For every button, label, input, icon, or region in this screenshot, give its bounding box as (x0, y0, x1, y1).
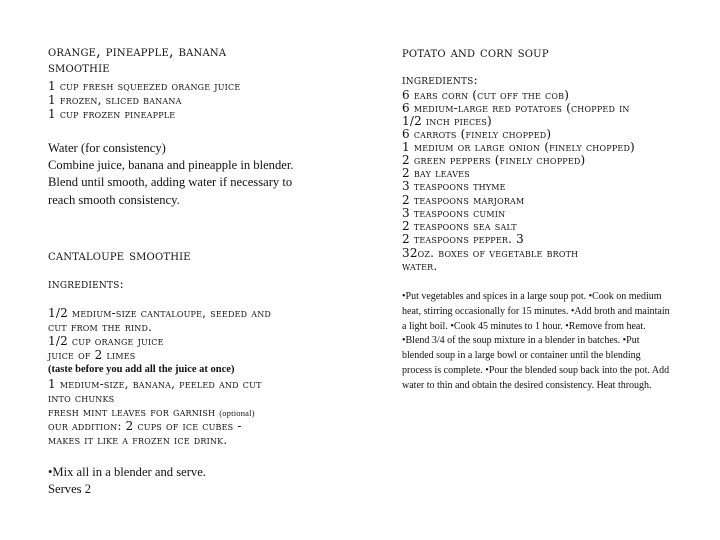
smoothie2-serves: Serves 2 (48, 482, 92, 496)
soup-ingredient: 6 carrots (finely chopped) (402, 127, 552, 141)
soup-ingredient: 2 bay leaves (402, 166, 470, 180)
soup-ingredient: water. (402, 259, 438, 273)
soup-ingredient: 3 teaspoons thyme (402, 179, 506, 193)
smoothie2-garnish (48, 406, 255, 419)
smoothie1-title-line2: smoothie (48, 60, 110, 76)
soup-ingredient: 6 medium-large red potatoes (chopped in (402, 101, 630, 115)
soup-ingredient: 6 ears corn (cut off the cob) (402, 88, 570, 102)
soup-ingredient: 1/2 inch pieces) (402, 114, 492, 128)
smoothie2-garnish-text: fresh mint leaves for garnish (48, 405, 216, 419)
smoothie1-ingredient: 1 frozen, sliced banana (48, 93, 182, 107)
soup-ingredients-label: ingredients: (402, 72, 478, 87)
soup-ingredient: 32oz. boxes of vegetable broth (402, 246, 579, 260)
smoothie2-ingredients-label: ingredients: (48, 276, 124, 291)
smoothie2-line: into chunks (48, 391, 115, 405)
smoothie2-note: (taste before you add all the juice at once) (48, 364, 235, 375)
smoothie2-line: our addition: 2 cups of ice cubes - (48, 419, 242, 433)
soup-ingredient: 2 green peppers (finely chopped) (402, 153, 586, 167)
smoothie2-optional: (optional) (219, 408, 255, 418)
smoothie1-directions: Combine juice, banana and pineapple in blender. Blend until smooth, adding water if necessary to reach smooth consistency. (48, 158, 294, 207)
soup-steps: •Put vegetables and spices in a large soup pot. •Cook on medium heat, stirring occasionally for 15 minutes. •Add broth and maintain a light boil. •Cook 45 minutes to 1 hour. •Remove from heat. •Blend 3/4 of the soup mixture in a blender in batches. •Put blended soup in a large bowl or container until the blending process is complete. •Pour the blended soup back into the pot. Add water to thin and obtain the desired consistency. Heat through. (402, 291, 670, 391)
smoothie2-mix: •Mix all in a blender and serve. (48, 465, 206, 479)
smoothie1-title-line1: orange, pineapple, banana (48, 44, 227, 60)
smoothie1-ingredient: 1 cup fresh squeezed orange juice (48, 79, 241, 93)
soup-ingredient: 3 teaspoons cumin (402, 206, 506, 220)
smoothie1-water: Water (for consistency) (48, 141, 166, 155)
soup-ingredient: 2 teaspoons pepper. 3 (402, 232, 524, 246)
smoothie2-line: 1/2 medium-size cantaloupe, seeded and (48, 306, 272, 320)
smoothie2-line: cut from the rind. (48, 320, 153, 334)
soup-ingredient: 2 teaspoons sea salt (402, 219, 517, 233)
smoothie2-line: juice of 2 limes (48, 348, 136, 362)
smoothie2-line: 1/2 cup orange juice (48, 334, 164, 348)
smoothie1-ingredient: 1 cup frozen pineapple (48, 107, 176, 121)
smoothie1-title (48, 44, 226, 76)
smoothie2-line: makes it like a frozen ice drink. (48, 433, 228, 447)
soup-ingredient: 1 medium or large onion (finely chopped) (402, 140, 635, 154)
soup-title: potato and corn soup (402, 45, 549, 61)
soup-ingredient: 2 teaspoons marjoram (402, 193, 525, 207)
smoothie2-title: cantaloupe smoothie (48, 248, 191, 264)
smoothie2-line: 1 medium-size, banana, peeled and cut (48, 377, 262, 391)
